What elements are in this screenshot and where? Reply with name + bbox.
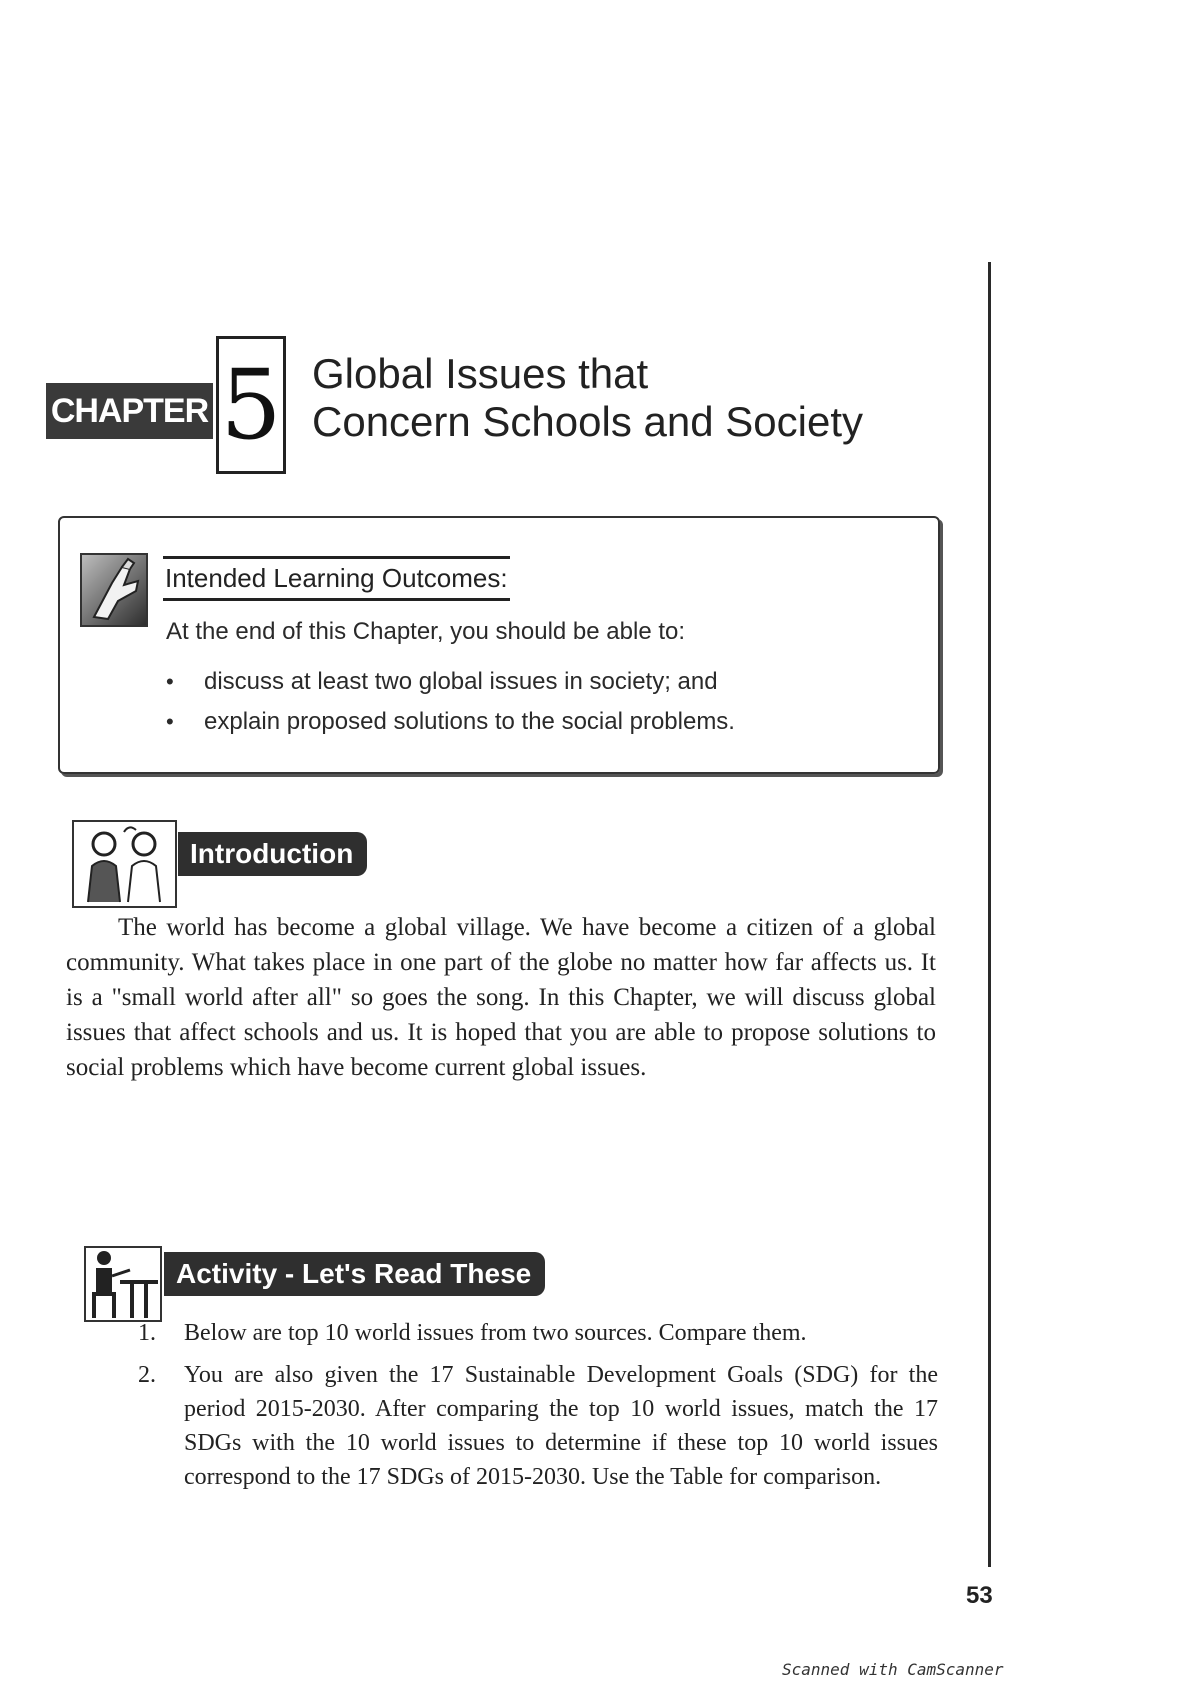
item-number: 2. xyxy=(138,1362,156,1388)
learning-outcomes-heading: Intended Learning Outcomes: xyxy=(163,556,510,601)
item-number: 1. xyxy=(138,1320,156,1346)
raised-hand-icon xyxy=(80,553,148,627)
desk-student-icon xyxy=(84,1246,162,1322)
list-item xyxy=(130,1316,938,1350)
people-talking-icon xyxy=(72,820,177,908)
learning-outcomes-list xyxy=(166,662,735,742)
learning-outcomes-intro: At the end of this Chapter, you should be able to: xyxy=(166,618,686,645)
chapter-title-line-1: Global Issues that xyxy=(312,350,649,397)
activity-text: You are also given the 17 Sustainable Development Goals (SDG) for the period 2015-2030. After comparing the top 10 world issues, match the 17 SDGs with the 10 world issues to determine if these top 10 world issues correspond to the 17 SDGs of 2015-2030. Use the Table for comparison. xyxy=(184,1362,938,1490)
activity-heading: Activity - Let's Read These xyxy=(164,1252,545,1296)
bullet: • xyxy=(166,669,174,694)
chapter-title-line-2: Concern Schools and Society xyxy=(312,398,863,445)
chapter-label: CHAPTER xyxy=(46,383,213,439)
outcome-text: explain proposed solutions to the social problems. xyxy=(204,708,735,735)
introduction-paragraph: The world has become a global village. We have become a citizen of a global community. What takes place in one part of the globe no matter how far affects us. It is a "small world after all" so goes the song. In this Chapter, we will discuss global issues that affect schools and us. It is hoped that you are able to propose solutions to social problems which have become current global issues. xyxy=(66,914,936,1081)
outcome-text: discuss at least two global issues in society; and xyxy=(204,668,718,695)
list-item xyxy=(166,702,735,742)
activity-list xyxy=(130,1316,938,1502)
bullet: • xyxy=(166,709,174,734)
chapter-title xyxy=(312,350,863,446)
scanner-watermark: Scanned with CamScanner xyxy=(782,1660,1004,1679)
list-item xyxy=(130,1358,938,1494)
margin-rule xyxy=(988,262,991,1567)
list-item xyxy=(166,662,735,702)
activity-text: Below are top 10 world issues from two sources. Compare them. xyxy=(184,1320,807,1346)
page-number: 53 xyxy=(966,1582,993,1609)
chapter-number: 5 xyxy=(216,336,286,474)
introduction-heading: Introduction xyxy=(178,832,367,876)
